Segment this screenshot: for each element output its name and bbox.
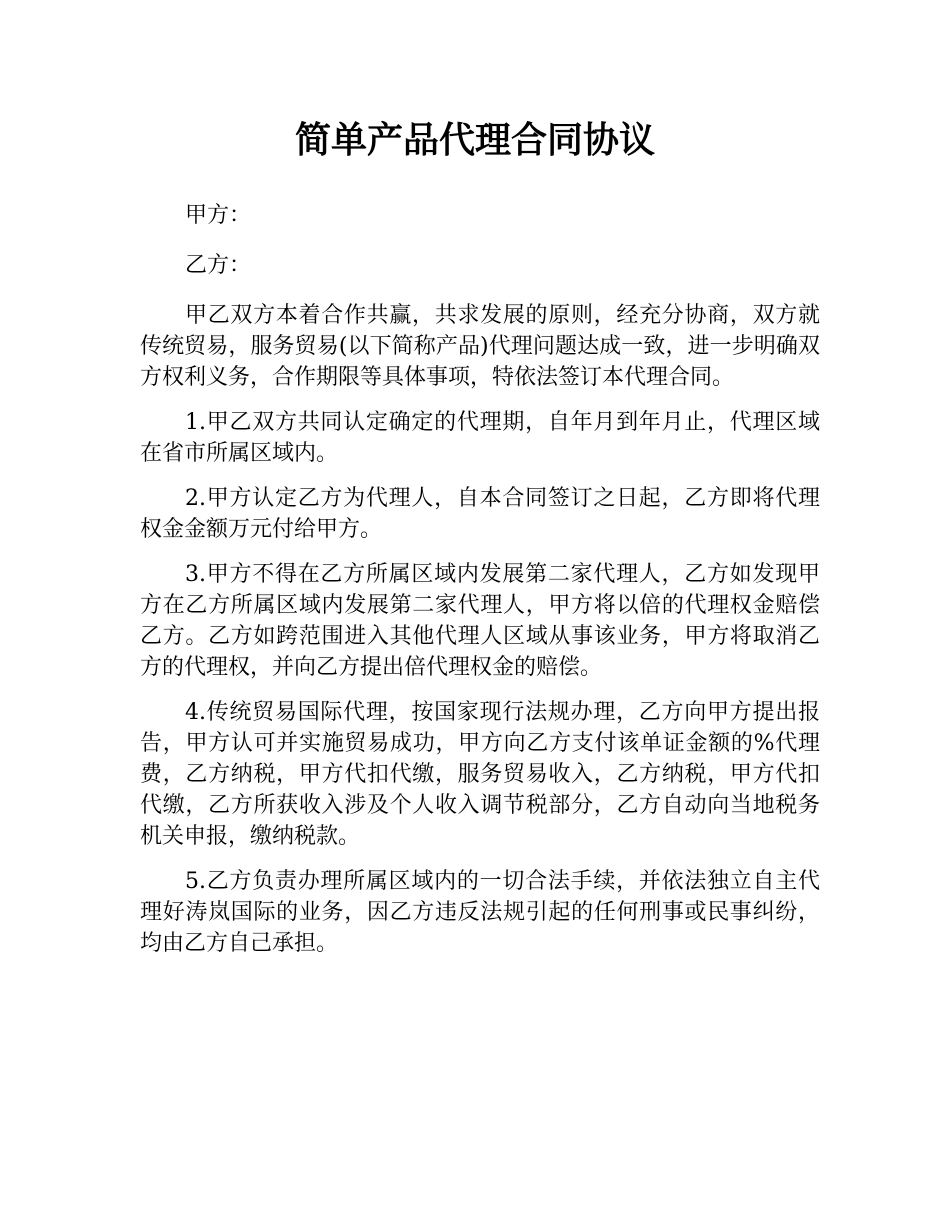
clause-2: 2.甲方认定乙方为代理人，自本合同签订之日起，乙方即将代理权金金额万元付给甲方。 <box>140 486 820 542</box>
clause-5: 5.乙方负责办理所属区域内的一切合法手续，并依法独立自主代理好涛岚国际的业务，因乙方违反法规引起的任何刑事或民事纠纷，均由乙方自己承担。 <box>140 869 820 956</box>
document-body <box>140 200 820 973</box>
clause-1: 1.甲乙双方共同认定确定的代理期，自年月到年月止，代理区域在省市所属区域内。 <box>140 410 820 466</box>
party-b-label: 乙方： <box>185 253 252 278</box>
document-title: 简单产品代理合同协议 <box>294 120 655 161</box>
party-a-label: 甲方： <box>185 203 252 228</box>
clause-3: 3.甲方不得在乙方所属区域内发展第二家代理人，乙方如发现甲方在乙方所属区域内发展第二家代理人，甲方将以倍的代理权金赔偿乙方。乙方如跨范围进入其他代理人区域从事该业务，甲方将取消乙方的代理权，并向乙方提出倍代理权金的赔偿。 <box>140 562 820 680</box>
intro-paragraph: 甲乙双方本着合作共赢，共求发展的原则，经充分协商，双方就传统贸易，服务贸易(以下简称产品)代理问题达成一致，进一步明确双方权利义务，合作期限等具体事项，特依法签订本代理合同。 <box>140 303 820 390</box>
clause-4: 4.传统贸易国际代理，按国家现行法规办理，乙方向甲方提出报告，甲方认可并实施贸易成功，甲方向乙方支付该单证金额的%代理费，乙方纳税，甲方代扣代缴，服务贸易收入，乙方纳税，甲方代扣代缴，乙方所获收入涉及个人收入调节税部分，乙方自动向当地税务机关申报，缴纳税款。 <box>140 700 820 849</box>
